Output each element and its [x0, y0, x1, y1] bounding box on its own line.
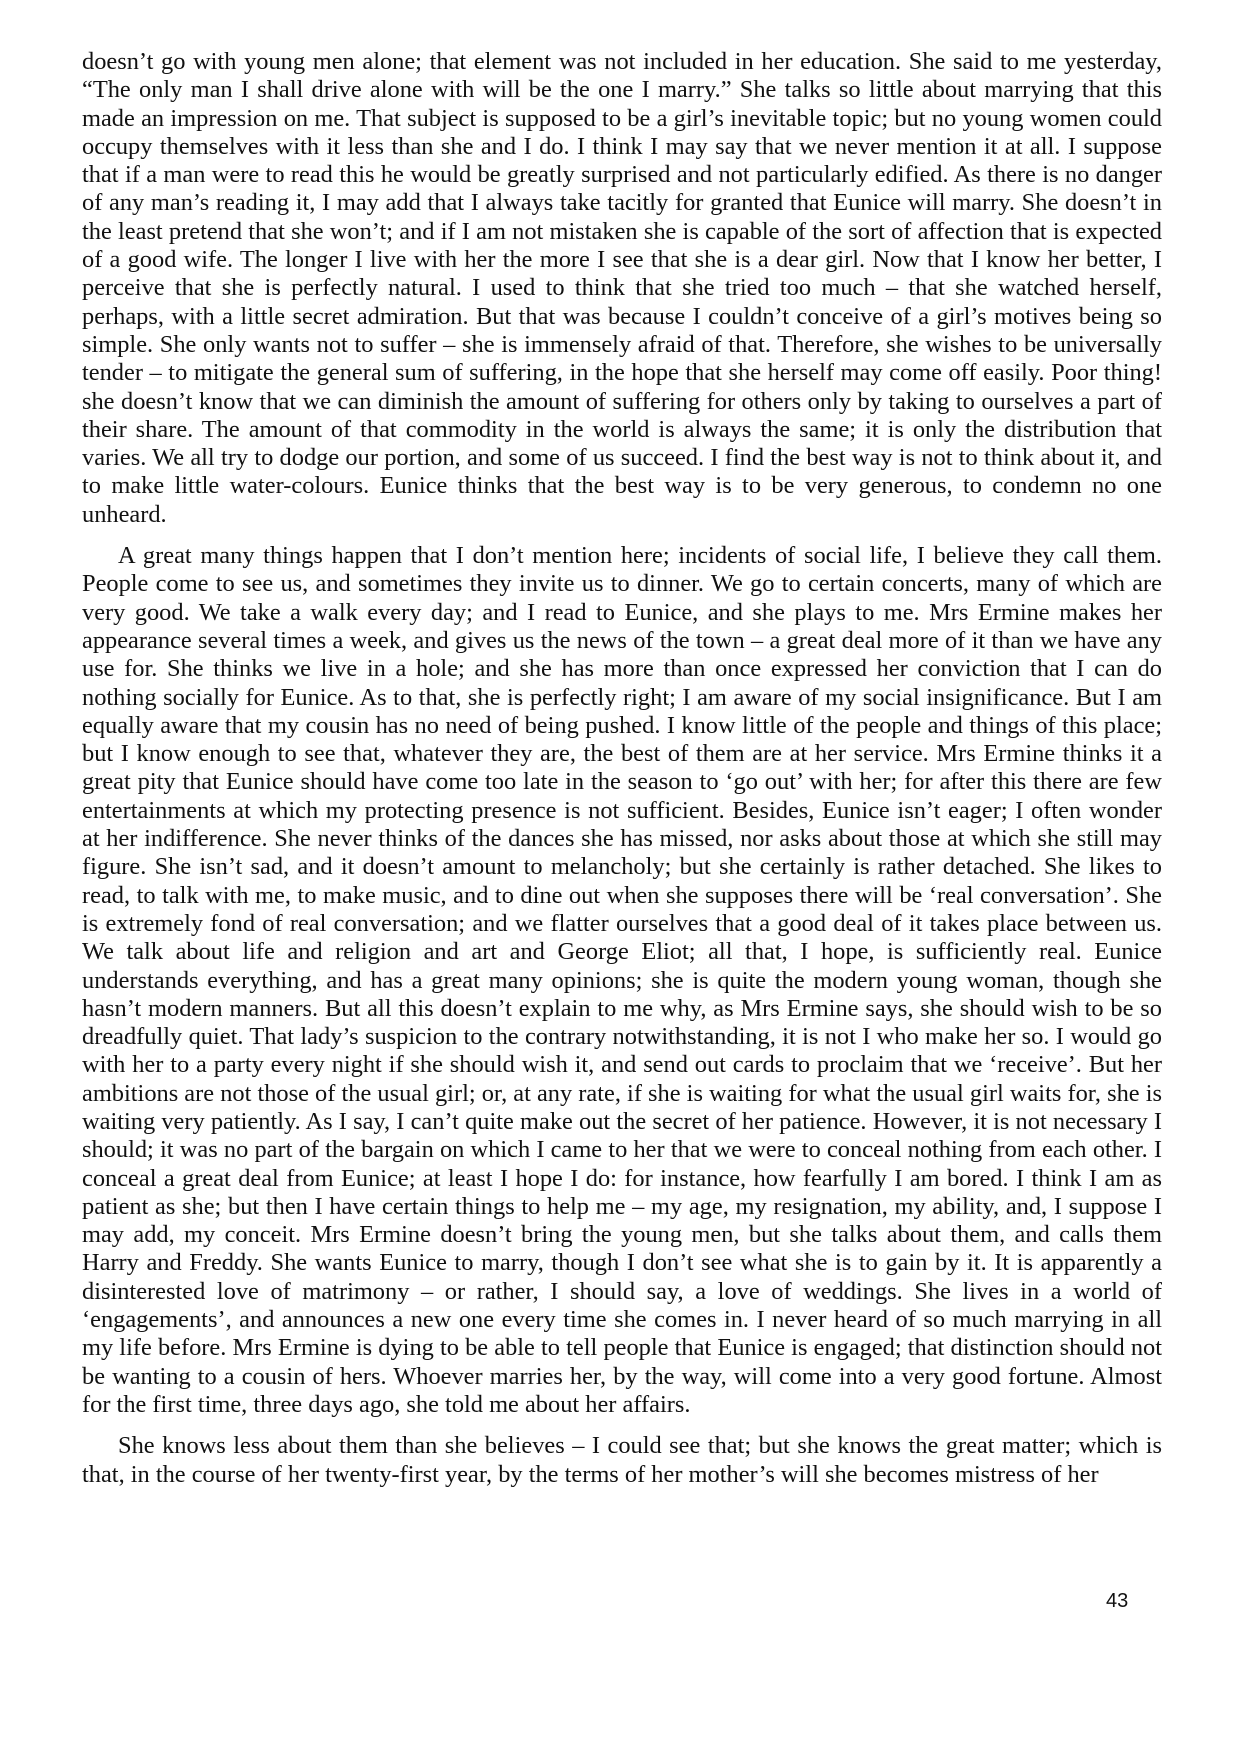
paragraph-3: She knows less about them than she believes – I could see that; but she knows the great matter; which is that, in the course of her twenty-first year, by the terms of her mother’s will she becomes mistress of her: [82, 1432, 1162, 1488]
paragraph-2: A great many things happen that I don’t mention here; incidents of social life, I believe they call them. People come to see us, and sometimes they invite us to dinner. We go to certain concerts, many of which are very good. We take a walk every day; and I read to Eunice, and she plays to me. Mrs Ermine makes her appearance several times a week, and gives us the news of the town – a great deal more of it than we have any use for. She thinks we live in a hole; and she has more than once expressed her conviction that I can do nothing socially for Eunice. As to that, she is perfectly right; I am aware of my social insignificance. But I am equally aware that my cousin has no need of being pushed. I know little of the people and things of this place; but I know enough to see that, whatever they are, the best of them are at her service. Mrs Ermine thinks it a great pity that Eunice should have come too late in the season to ‘go out’ with her; for after this there are few entertainments at which my protecting presence is not sufficient. Besides, Eunice isn’t eager; I often wonder at her indifference. She never thinks of the dances she has missed, nor asks about those at which she still may figure. She isn’t sad, and it doesn’t amount to melancholy; but she certainly is rather detached. She likes to read, to talk with me, to make music, and to dine out when she supposes there will be ‘real conversation’. She is extremely fond of real conversation; and we flatter ourselves that a good deal of it takes place between us. We talk about life and religion and art and George Eliot; all that, I hope, is sufficiently real. Eunice understands everything, and has a great many opinions; she is quite the modern young woman, though she hasn’t modern manners. But all this doesn’t explain to me why, as Mrs Ermine says, she should wish to be so dreadfully quiet. That lady’s suspicion to the contrary notwithstanding, it is not I who make her so. I would go with her to a party every night if she should wish it, and send out cards to proclaim that we ‘receive’. But her ambitions are not those of the usual girl; or, at any rate, if she is waiting for what the usual girl waits for, she is waiting very patiently. As I say, I can’t quite make out the secret of her patience. However, it is not necessary I should; it was no part of the bargain on which I came to her that we were to conceal nothing from each other. I conceal a great deal from Eunice; at least I hope I do: for instance, how fearfully I am bored. I think I am as patient as she; but then I have certain things to help me – my age, my resignation, my ability, and, I suppose I may add, my conceit. Mrs Ermine doesn’t bring the young men, but she talks about them, and calls them Harry and Freddy. She wants Eunice to marry, though I don’t see what she is to gain by it. It is apparently a disinterested love of matrimony – or rather, I should say, a love of weddings. She lives in a world of ‘engagements’, and announces a new one every time she comes in. I never heard of so much marrying in all my life before. Mrs Ermine is dying to be able to tell people that Eunice is engaged; that distinction should not be wanting to a cousin of hers. Whoever marries her, by the way, will come into a very good fortune. Almost for the first time, three days ago, she told me about her affairs.: [82, 542, 1162, 1418]
page-body: [82, 48, 1162, 1502]
paragraph-1: doesn’t go with young men alone; that element was not included in her education. She said to me yesterday, “The only man I shall drive alone with will be the one I marry.” She talks so little about marrying that this made an impression on me. That subject is supposed to be a girl’s inevitable topic; but no young women could occupy themselves with it less than she and I do. I think I may say that we never mention it at all. I suppose that if a man were to read this he would be greatly surprised and not particularly edified. As there is no danger of any man’s reading it, I may add that I always take tacitly for granted that Eunice will marry. She doesn’t in the least pretend that she won’t; and if I am not mistaken she is capable of the sort of affection that is expected of a good wife. The longer I live with her the more I see that she is a dear girl. Now that I know her better, I perceive that she is perfectly natural. I used to think that she tried too much – that she watched herself, perhaps, with a little secret admiration. But that was because I couldn’t conceive of a girl’s motives being so simple. She only wants not to suffer – she is immensely afraid of that. Therefore, she wishes to be universally tender – to mitigate the general sum of suffering, in the hope that she herself may come off easily. Poor thing! she doesn’t know that we can diminish the amount of suffering for others only by taking to ourselves a part of their share. The amount of that commodity in the world is always the same; it is only the distribution that varies. We all try to dodge our portion, and some of us succeed. I find the best way is not to think about it, and to make little water-colours. Eunice thinks that the best way is to be very generous, to condemn no one unheard.: [82, 48, 1162, 528]
page-number: 43: [1106, 1590, 1129, 1612]
